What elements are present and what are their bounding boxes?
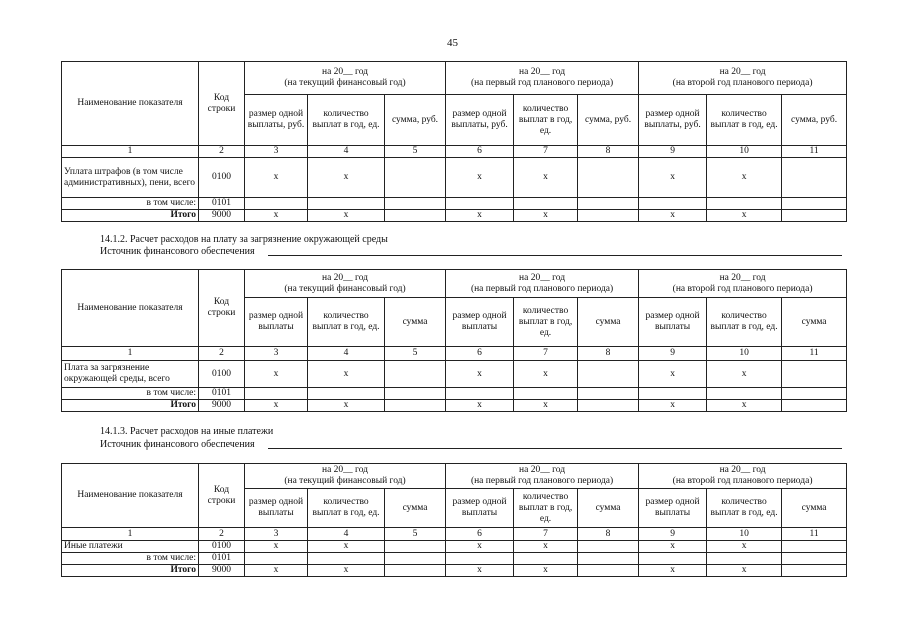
row-code: 0101 [199, 388, 245, 400]
column-number: 7 [514, 528, 578, 541]
cell [578, 400, 639, 412]
cell [385, 400, 446, 412]
col-subheader: размер одной выплаты, руб. [245, 95, 308, 146]
cell: x [639, 158, 707, 198]
col-subheader: количество выплат в год, ед. [514, 489, 578, 528]
cell: x [639, 210, 707, 222]
col-subheader: размер одной выплаты [639, 298, 707, 347]
row-code: 9000 [199, 400, 245, 412]
cell: x [514, 400, 578, 412]
cell [385, 553, 446, 565]
column-number: 7 [514, 146, 578, 158]
col-subheader: сумма [578, 298, 639, 347]
col-header-current-year: на 20__ год (на текущий финансовый год) [245, 62, 446, 95]
col-subheader: размер одной выплаты [446, 298, 514, 347]
table-row [62, 158, 847, 198]
cell: x [245, 158, 308, 198]
cell [446, 198, 514, 210]
cell [385, 565, 446, 577]
col-header-second-plan-year: на 20__ год (на второй год планового периода) [639, 62, 847, 95]
cell [782, 198, 847, 210]
column-number: 5 [385, 146, 446, 158]
row-label: Итого [62, 210, 199, 222]
row-label: Иные платежи [62, 541, 199, 553]
page-number: 45 [447, 37, 458, 49]
col-header-code: Код строки [199, 464, 245, 528]
cell: x [707, 361, 782, 388]
column-number: 4 [308, 528, 385, 541]
row-label: Итого [62, 565, 199, 577]
cell [578, 158, 639, 198]
cell [578, 198, 639, 210]
col-header-first-plan-year: на 20__ год (на первый год планового периода) [446, 464, 639, 489]
column-number: 5 [385, 528, 446, 541]
cell [782, 400, 847, 412]
cell [308, 198, 385, 210]
funding-source-line [100, 439, 842, 451]
row-code: 0101 [199, 198, 245, 210]
column-number: 1 [62, 347, 199, 361]
cell: x [245, 565, 308, 577]
cell: x [446, 565, 514, 577]
cell: x [639, 361, 707, 388]
section-heading: 14.1.3. Расчет расходов на иные платежи [100, 426, 274, 437]
cell [782, 388, 847, 400]
col-subheader: количество выплат в год, ед. [514, 298, 578, 347]
cell: x [245, 361, 308, 388]
column-number: 9 [639, 146, 707, 158]
column-number: 6 [446, 528, 514, 541]
cell [385, 388, 446, 400]
pollution-fee-table [61, 269, 847, 412]
cell: x [514, 210, 578, 222]
column-number: 4 [308, 347, 385, 361]
col-subheader: количество выплат в год, ед. [308, 298, 385, 347]
row-code: 9000 [199, 210, 245, 222]
column-number: 4 [308, 146, 385, 158]
col-subheader: размер одной выплаты, руб. [639, 95, 707, 146]
col-subheader: количество выплат в год, ед. [514, 95, 578, 146]
cell: x [707, 210, 782, 222]
column-number: 10 [707, 528, 782, 541]
column-number: 6 [446, 146, 514, 158]
col-subheader: сумма, руб. [385, 95, 446, 146]
col-subheader: сумма, руб. [578, 95, 639, 146]
col-header-code: Код строки [199, 270, 245, 347]
col-header-first-plan-year: на 20__ год (на первый год планового периода) [446, 270, 639, 298]
column-number: 1 [62, 146, 199, 158]
column-number: 11 [782, 528, 847, 541]
cell [245, 388, 308, 400]
row-code: 0100 [199, 158, 245, 198]
column-number: 8 [578, 347, 639, 361]
table-row [62, 210, 847, 222]
cell: x [707, 541, 782, 553]
cell [385, 361, 446, 388]
column-number: 6 [446, 347, 514, 361]
column-number: 10 [707, 146, 782, 158]
funding-source-line [100, 246, 842, 258]
col-subheader: количество выплат в год, ед. [308, 489, 385, 528]
cell: x [514, 541, 578, 553]
cell: x [707, 400, 782, 412]
cell [782, 361, 847, 388]
cell [782, 541, 847, 553]
cell [514, 198, 578, 210]
column-number: 2 [199, 347, 245, 361]
column-number: 3 [245, 528, 308, 541]
col-subheader: размер одной выплаты [446, 489, 514, 528]
cell [514, 553, 578, 565]
cell: x [707, 158, 782, 198]
col-subheader: количество выплат в год, ед. [707, 489, 782, 528]
cell: x [446, 158, 514, 198]
col-subheader: сумма [385, 298, 446, 347]
cell [578, 388, 639, 400]
row-label: в том числе: [62, 198, 199, 210]
col-subheader: количество выплат в год, ед. [308, 95, 385, 146]
cell: x [308, 210, 385, 222]
cell [639, 553, 707, 565]
cell [782, 565, 847, 577]
col-subheader: размер одной выплаты [245, 298, 308, 347]
funding-source-label: Источник финансового обеспечения [100, 246, 255, 257]
col-subheader: сумма [782, 489, 847, 528]
col-subheader: сумма [578, 489, 639, 528]
cell [782, 158, 847, 198]
cell [385, 198, 446, 210]
cell [385, 541, 446, 553]
cell [578, 565, 639, 577]
row-code: 0100 [199, 361, 245, 388]
funding-source-label: Источник финансового обеспечения [100, 439, 255, 450]
column-number: 8 [578, 146, 639, 158]
cell: x [245, 400, 308, 412]
cell [578, 210, 639, 222]
row-label: в том числе: [62, 388, 199, 400]
cell: x [639, 565, 707, 577]
section-heading: 14.1.2. Расчет расходов на плату за загрязнение окружающей среды [100, 234, 388, 245]
cell [245, 553, 308, 565]
row-label: Уплата штрафов (в том числе административных), пени, всего [62, 158, 199, 198]
col-subheader: сумма, руб. [782, 95, 847, 146]
cell [308, 553, 385, 565]
column-number: 9 [639, 347, 707, 361]
cell [639, 388, 707, 400]
cell [707, 198, 782, 210]
cell: x [308, 541, 385, 553]
cell [514, 388, 578, 400]
table-row [62, 388, 847, 400]
cell: x [514, 158, 578, 198]
cell [446, 388, 514, 400]
cell [578, 361, 639, 388]
table-row [62, 553, 847, 565]
col-subheader: количество выплат в год, ед. [707, 298, 782, 347]
fines-table [61, 61, 847, 222]
col-subheader: сумма [782, 298, 847, 347]
cell: x [308, 400, 385, 412]
col-header-name: Наименование показателя [62, 270, 199, 347]
cell: x [308, 158, 385, 198]
cell: x [245, 541, 308, 553]
cell: x [514, 565, 578, 577]
column-number: 5 [385, 347, 446, 361]
table-row [62, 565, 847, 577]
cell [385, 210, 446, 222]
cell: x [245, 210, 308, 222]
column-number: 8 [578, 528, 639, 541]
col-subheader: сумма [385, 489, 446, 528]
funding-source-blank [268, 255, 842, 256]
col-header-current-year: на 20__ год (на текущий финансовый год) [245, 270, 446, 298]
row-label: Плата за загрязнение окружающей среды, всего [62, 361, 199, 388]
column-number: 3 [245, 146, 308, 158]
column-number: 11 [782, 347, 847, 361]
row-code: 0101 [199, 553, 245, 565]
cell: x [446, 210, 514, 222]
cell [782, 553, 847, 565]
cell: x [707, 565, 782, 577]
cell: x [639, 541, 707, 553]
row-code: 9000 [199, 565, 245, 577]
col-subheader: размер одной выплаты [639, 489, 707, 528]
column-number: 7 [514, 347, 578, 361]
col-subheader: размер одной выплаты [245, 489, 308, 528]
col-header-name: Наименование показателя [62, 464, 199, 528]
table-row [62, 198, 847, 210]
cell [245, 198, 308, 210]
column-number: 2 [199, 146, 245, 158]
column-number: 3 [245, 347, 308, 361]
cell: x [514, 361, 578, 388]
col-header-code: Код строки [199, 62, 245, 146]
cell [707, 388, 782, 400]
cell: x [446, 541, 514, 553]
column-number: 9 [639, 528, 707, 541]
column-number: 11 [782, 146, 847, 158]
cell [707, 553, 782, 565]
funding-source-blank [268, 448, 842, 449]
col-subheader: количество выплат в год, ед. [707, 95, 782, 146]
cell [578, 553, 639, 565]
column-number: 1 [62, 528, 199, 541]
col-header-current-year: на 20__ год (на текущий финансовый год) [245, 464, 446, 489]
col-subheader: размер одной выплаты, руб. [446, 95, 514, 146]
cell [446, 553, 514, 565]
col-header-second-plan-year: на 20__ год (на второй год планового периода) [639, 464, 847, 489]
cell [639, 198, 707, 210]
other-payments-table [61, 463, 847, 577]
cell: x [639, 400, 707, 412]
cell: x [446, 361, 514, 388]
table-row [62, 361, 847, 388]
col-header-first-plan-year: на 20__ год (на первый год планового периода) [446, 62, 639, 95]
column-number: 10 [707, 347, 782, 361]
col-header-name: Наименование показателя [62, 62, 199, 146]
cell [385, 158, 446, 198]
cell [782, 210, 847, 222]
cell [308, 388, 385, 400]
row-label: в том числе: [62, 553, 199, 565]
table-row [62, 541, 847, 553]
row-code: 0100 [199, 541, 245, 553]
table-row [62, 400, 847, 412]
cell: x [308, 361, 385, 388]
row-label: Итого [62, 400, 199, 412]
cell [578, 541, 639, 553]
cell: x [446, 400, 514, 412]
cell: x [308, 565, 385, 577]
col-header-second-plan-year: на 20__ год (на второй год планового периода) [639, 270, 847, 298]
column-number: 2 [199, 528, 245, 541]
